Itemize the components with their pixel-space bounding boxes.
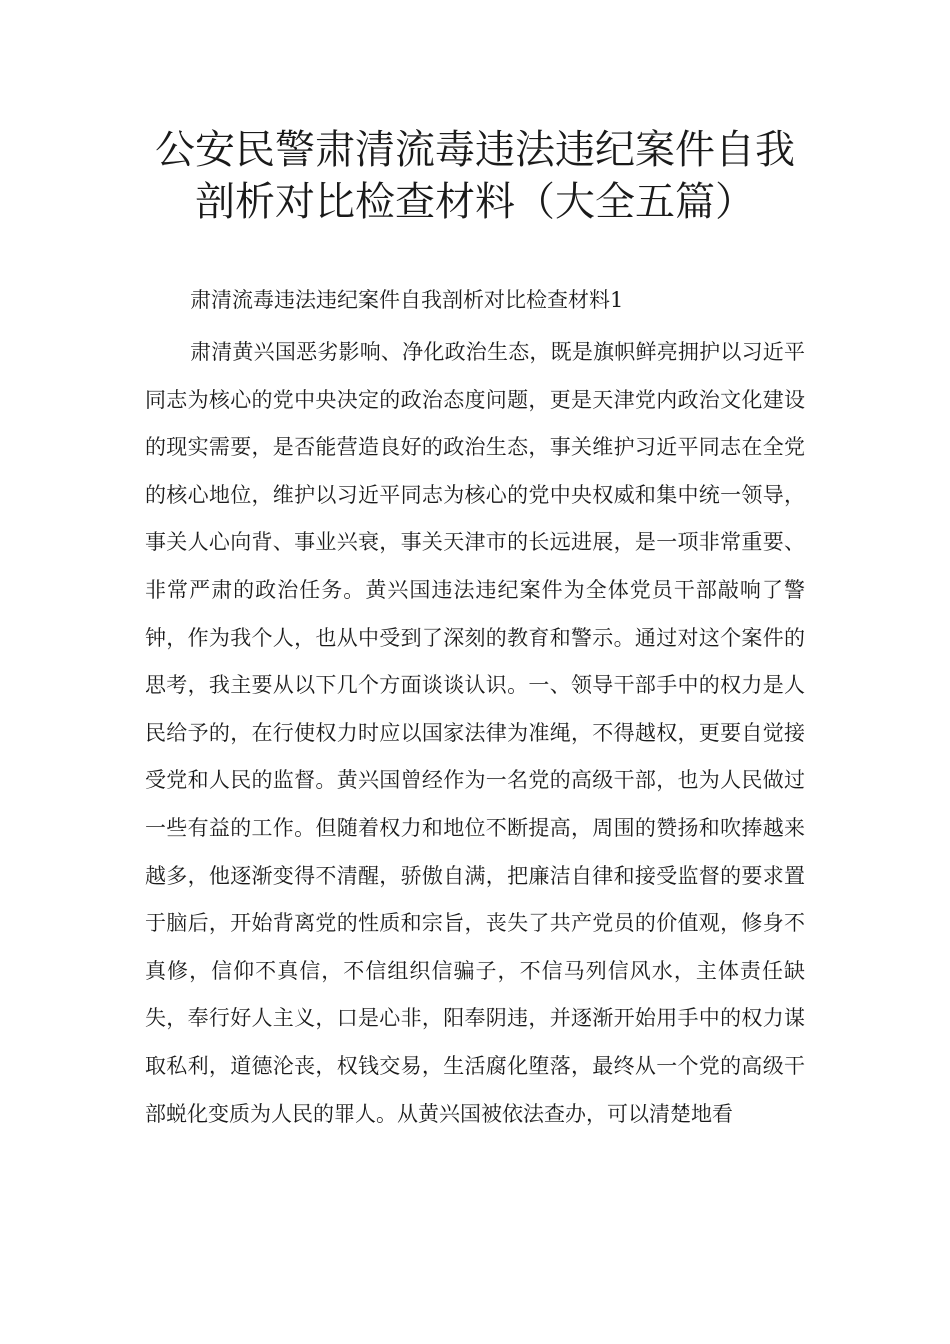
document-title: 公安民警肃清流毒违法违纪案件自我剖析对比检查材料（大全五篇） [155, 127, 795, 225]
body-paragraph: 肃清黄兴国恶劣影响、净化政治生态，既是旗帜鲜亮拥护以习近平同志为核心的党中央决定的政治态度问题，更是天津党内政治文化建设的现实需要，是否能营造良好的政治生态，事关维护习近平同志在全党的核心地位，维护以习近平同志为核心的党中央权威和集中统一领导，事关人心向背、事业兴衰，事关天津市的长远进展，是一项非常重要、非常严肃的政治任务。黄兴国违法违纪案件为全体党员干部敲响了警钟，作为我个人，也从中受到了深刻的教育和警示。通过对这个案件的思考，我主要从以下几个方面谈谈认识。一、领导干部手中的权力是人民给予的，在行使权力时应以国家法律为准绳，不得越权，更要自觉接受党和人民的监督。黄兴国曾经作为一名党的高级干部，也为人民做过一些有益的工作。但随着权力和地位不断提高，周围的赞扬和吹捧越来越多，他逐渐变得不清醒，骄傲自满，把廉洁自律和接受监督的要求置于脑后，开始背离党的性质和宗旨，丧失了共产党员的价值观，修身不真修，信仰不真信，不信组织信骗子，不信马列信风水，主体责任缺失，奉行好人主义，口是心非，阳奉阴违，并逐渐开始用手中的权力谋取私利，道德沦丧，权钱交易，生活腐化堕落，最终从一个党的高级干部蜕化变质为人民的罪人。从黄兴国被依法查办，可以清楚地看 [145, 340, 805, 1126]
section-heading: 肃清流毒违法违纪案件自我剖析对比检查材料1 [190, 288, 624, 312]
